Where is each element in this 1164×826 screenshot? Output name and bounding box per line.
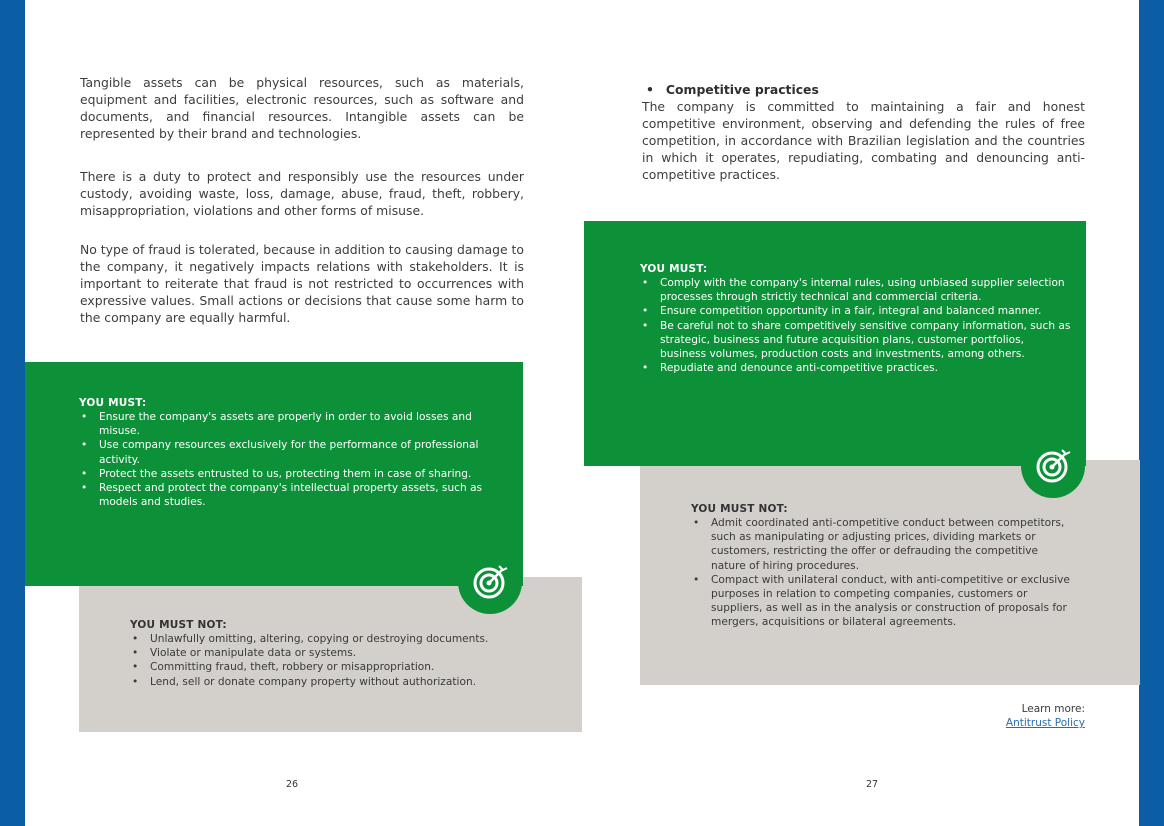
list-item: • Admit coordinated anti-competitive conduct between competitors, such as manipulating or adjusting prices, dividing markets or customers, restricting the offer or defrauding the competitive nature of hiring procedures. (691, 516, 1076, 573)
right-must-title: YOU MUST: (640, 263, 708, 275)
list-item: • Respect and protect the company's intellectual property assets, such as models and studies. (79, 481, 509, 509)
right-must-not-list (691, 516, 1076, 630)
left-paragraph-2: There is a duty to protect and responsibly use the resources under custody, avoiding waste, loss, damage, abuse, fraud, theft, robbery, misappropriation, violations and other forms of misuse. (80, 169, 524, 218)
left-must-title: YOU MUST: (79, 397, 147, 409)
list-item: • Committing fraud, theft, robbery or misappropriation. (130, 660, 570, 674)
competitive-practices-heading (646, 82, 819, 97)
list-item: • Comply with the company's internal rules, using unbiased supplier selection processes through strictly technical and commercial criteria. (640, 276, 1072, 304)
left-page-number: 26 (286, 779, 299, 790)
target-icon (1033, 446, 1073, 486)
right-must-not-title: YOU MUST NOT: (691, 503, 788, 515)
left-edge-bar (0, 0, 25, 826)
right-edge-bar (1139, 0, 1164, 826)
list-item: • Repudiate and denounce anti-competitive practices. (640, 361, 1072, 375)
target-icon (470, 562, 510, 602)
right-paragraph: The company is committed to maintaining a fair and honest competitive environment, observing and defending the rules of free competition, in accordance with Brazilian legislation and the countries in which it operates, repudiating, combating and denouncing anti-competitive practices. (642, 99, 1085, 182)
heading-text: Competitive practices (665, 82, 819, 97)
learn-more-label: Learn more: (1021, 703, 1085, 715)
right-must-content (640, 262, 1072, 375)
list-item: • Protect the assets entrusted to us, protecting them in case of sharing. (79, 467, 509, 481)
left-must-not-title: YOU MUST NOT: (130, 619, 227, 631)
left-must-list (79, 410, 509, 509)
left-must-not-content (130, 618, 570, 689)
left-paragraph-1: Tangible assets can be physical resources, such as materials, equipment and facilities, electronic resources, such as software and documents, and financial resources. Intangible assets can be represented by their brand and technologies. (80, 75, 524, 141)
right-must-list (640, 276, 1072, 375)
list-item: • Compact with unilateral conduct, with anti-competitive or exclusive purposes in relation to competing companies, customers or suppliers, as well as in the analysis or construction of proposals for mergers, acquisitions or bilateral agreements. (691, 573, 1076, 630)
right-must-not-content (691, 502, 1076, 630)
left-must-not-list (130, 632, 570, 689)
left-target-badge (458, 550, 522, 614)
right-page-number: 27 (866, 779, 879, 790)
list-item: • Use company resources exclusively for the performance of professional activity. (79, 438, 509, 466)
antitrust-policy-link[interactable]: Antitrust Policy (1005, 717, 1085, 729)
list-item: • Ensure the company's assets are properly in order to avoid losses and misuse. (79, 410, 509, 438)
list-item: • Be careful not to share competitively sensitive company information, such as strategic, business and future acquisition plans, customer portfolios, business volumes, production costs and investments, among others. (640, 319, 1072, 362)
list-item: • Violate or manipulate data or systems. (130, 646, 570, 660)
learn-more (1006, 702, 1085, 730)
left-paragraph-3: No type of fraud is tolerated, because in addition to causing damage to the company, it negatively impacts relations with stakeholders. It is important to reiterate that fraud is not restricted to occurrences with expressive values. Small actions or decisions that cause some harm to the company are equally harmful. (80, 242, 524, 325)
left-must-content (79, 396, 509, 509)
list-item: • Lend, sell or donate company property without authorization. (130, 675, 570, 689)
heading-bullet-mark: • (646, 82, 654, 97)
list-item: • Unlawfully omitting, altering, copying or destroying documents. (130, 632, 570, 646)
right-target-badge (1021, 434, 1085, 498)
list-item: • Ensure competition opportunity in a fair, integral and balanced manner. (640, 304, 1072, 318)
